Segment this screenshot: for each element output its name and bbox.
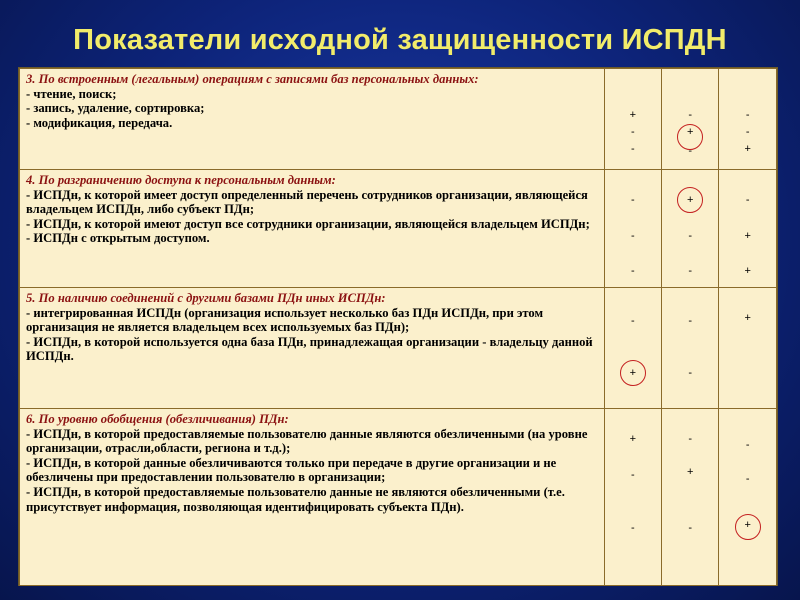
list-item: - ИСПДн, в которой данные обезличиваются только при передаче в другие организации и не обезличены при предоставлении пользователю в организации;: [26, 455, 557, 485]
mark-symbol: -: [688, 109, 693, 121]
list-item: - интегрированная ИСПДн (организация использует несколько баз ПДн ИСПДн, при этом организация не является владельцем всех используемых баз ПДн);: [26, 305, 544, 335]
row-heading: 5. По наличию соединений с другими базами ПДн иных ИСПДн:: [26, 291, 386, 305]
list-item: - модификация, передача.: [26, 115, 173, 130]
mark-symbol: -: [630, 194, 635, 206]
row-heading: 6. По уровню обобщения (обезличивания) ПДн:: [26, 412, 289, 426]
mark-symbol: -: [630, 469, 635, 481]
selection-circle-icon: [735, 514, 761, 540]
selection-circle-icon: [620, 360, 646, 386]
mark-symbol: -: [688, 265, 693, 277]
mark-cell: [662, 69, 719, 170]
mark-cell: [604, 409, 661, 586]
list-item: - ИСПДн, к которой имеет доступ определенный перечень сотрудников организации, являющейся владельцем ИСПДн, либо субъект ПДн;: [26, 187, 588, 217]
mark-symbol: +: [744, 265, 751, 277]
table-row: [20, 170, 777, 288]
list-item: - чтение, поиск;: [26, 86, 117, 101]
mark-symbol: -: [688, 315, 693, 327]
mark-cell: [604, 170, 661, 288]
mark-symbol: +: [744, 143, 751, 155]
mark-symbol: -: [688, 433, 693, 445]
mark-cell: [662, 409, 719, 586]
mark-symbol: +: [687, 466, 694, 478]
page-title: Показатели исходной защищенности ИСПДН: [73, 24, 727, 56]
list-item: - ИСПДн, в которой предоставляемые пользователю данные не являются обезличенными (т.е. присутствует информация, позволяющая идентифицировать субъекта ПДн).: [26, 484, 565, 514]
list-item: - запись, удаление, сортировка;: [26, 101, 205, 116]
mark-cell: [719, 288, 777, 409]
mark-cell: [719, 170, 777, 288]
mark-symbol: +: [629, 367, 636, 379]
mark-symbol: -: [745, 473, 750, 485]
table-row: [20, 288, 777, 409]
mark-symbol: -: [745, 109, 750, 121]
mark-symbol: +: [629, 109, 636, 121]
mark-symbol: +: [629, 433, 636, 445]
mark-symbol: -: [630, 126, 635, 138]
mark-symbol: -: [745, 439, 750, 451]
selection-circle-icon: [677, 187, 703, 213]
mark-symbol: -: [688, 145, 693, 157]
mark-cell: [662, 288, 719, 409]
mark-symbol: -: [745, 194, 750, 206]
row-description: [20, 69, 605, 170]
mark-symbol: -: [688, 522, 693, 534]
mark-symbol: +: [687, 194, 694, 206]
mark-symbol: +: [744, 312, 751, 324]
list-item: - ИСПДн, к которой имеют доступ все сотрудники организации, являющейся владельцем ИСПДн;: [26, 216, 590, 231]
mark-symbol: +: [744, 519, 751, 531]
mark-symbol: -: [630, 265, 635, 277]
list-item: - ИСПДн, в которой используется одна база ПДн, принадлежащая организации - владельцу данной ИСПДн.: [26, 334, 593, 364]
mark-symbol: -: [630, 143, 635, 155]
row-description: [20, 288, 605, 409]
mark-symbol: -: [745, 126, 750, 138]
table-row: [20, 409, 777, 586]
mark-cell: [719, 409, 777, 586]
row-heading: 3. По встроенным (легальным) операциям с записями баз персональных данных:: [26, 72, 479, 86]
mark-symbol: -: [630, 315, 635, 327]
mark-symbol: -: [688, 367, 693, 379]
mark-symbol: +: [687, 126, 694, 138]
mark-symbol: +: [744, 230, 751, 242]
mark-symbol: -: [630, 522, 635, 534]
protection-table: [18, 67, 778, 586]
row-description: [20, 170, 605, 288]
mark-cell: [719, 69, 777, 170]
table-row: [20, 69, 777, 170]
mark-cell: [604, 288, 661, 409]
mark-cell: [662, 170, 719, 288]
row-heading: 4. По разграничению доступа к персональным данным:: [26, 173, 336, 187]
mark-symbol: -: [630, 230, 635, 242]
list-item: - ИСПДн, в которой предоставляемые пользователю данные являются обезличенными (на уровне организации, отрасли,области, региона и т.д.);: [26, 426, 588, 456]
mark-symbol: -: [688, 230, 693, 242]
row-description: [20, 409, 605, 586]
list-item: - ИСПДн с открытым доступом.: [26, 231, 210, 246]
mark-cell: [604, 69, 661, 170]
